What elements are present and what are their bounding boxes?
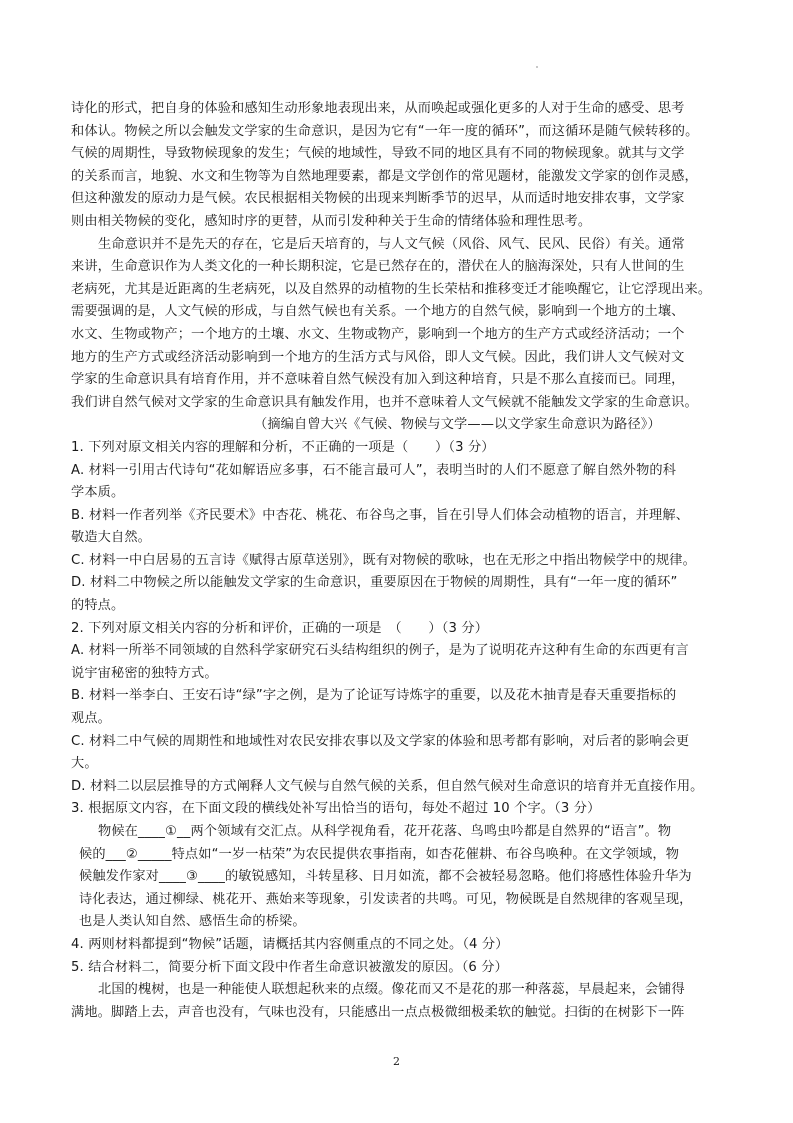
text-line: 需要强调的是，人文气候的形成，与自然气候也有关系。一个地方的自然气候，影响到一个地方的土壤、 [71,304,685,320]
text-line: 我们讲自然气候对文学家的生命意识具有触发作用，也并不意味着人文气候就不能触发文学家的生命意识。 [71,394,698,410]
text-line: 的关系而言，地貌、水文和生物等为自然地理要素，都是文学创作的常见题材，能激发文学家的创作灵感， [71,168,698,184]
option-d: D. 材料二以层层推导的方式阐释人文气候与自然气候的关系，但自然气候对生命意识的培育并无直接作用。 [71,778,704,794]
option-a: A. 材料一引用古代诗句“花如解语应多事，石不能言最可人”，表明当时的人们不愿意了解自然外物的科 [71,462,677,478]
text-line: 但这种激发的原动力是气候。农民根据相关物候的出现来判断季节的迟早，从而适时地安排农事，文学家 [71,191,685,207]
text-line: 和体认。物候之所以会触发文学家的生命意识，是因为它有“一年一度的循环”，而这循环是随气候转移的。 [71,123,699,139]
text-line: 说宇宙秘密的独特方式。 [71,665,218,681]
question-5: 5. 结合材料二，简要分析下面文段中作者生命意识被激发的原因。（6 分） [71,959,508,975]
text-line: 诗化的形式，把自身的体验和感知生动形象地表现出来，从而唤起或强化更多的人对于生命的感受、思考 [71,101,685,116]
source-attribution: （摘编自曾大兴《气候、物候与文学——以文学家生命意识为路径》） [254,417,661,433]
option-a: A. 材料一所举不同领域的自然科学家研究石头结构组织的例子，是为了说明花卉这种有生命的东西更有言 [71,643,689,659]
text-line: 学家的生命意识具有培育作用，并不意味着自然气候没有加入到这种培育，只是不那么直接而已。同理， [71,372,685,388]
question-2: 2. 下列对原文相关内容的分析和评价，正确的一项是 （ ）（3 分） [71,620,489,636]
option-b: B. 材料一举李白、王安石诗“绿”字之例，是为了论证写诗炼字的重要，以及花木抽青是春天重要指标的 [71,688,677,704]
text-line: 水文、生物或物产；一个地方的土壤、水文、生物或物产，影响到一个地方的生产方式或经济活动；一个 [71,326,685,342]
paragraph-start: 生命意识并不是先天的存在，它是后天培育的，与人文气候（风俗、风气、民风、民俗）有关。通常 [98,236,685,252]
fill-in-passage: 候触发作家对____③____的敏锐感知，斗转星移、日月如流，都不会被轻易忽略。他们将感性体验升华为 [79,869,692,885]
text-line: 的特点。 [71,598,125,614]
question-1: 1. 下列对原文相关内容的理解和分析，不正确的一项是（ ）（3 分） [71,439,495,455]
text-line: 敬造大自然。 [71,530,152,546]
option-d: D. 材料二中物候之所以能触发文学家的生命意识，重要原因在于物候的周期性，具有“一年一度的循环” [71,575,678,591]
excerpt-passage: 满地。脚踏上去，声音也没有，气味也没有，只能感出一点点极微细极柔软的触觉。扫街的在树影下一阵 [71,1004,685,1020]
text-line: 学本质。 [71,485,125,501]
page-number: 2 [393,1055,400,1068]
scan-speck [536,66,538,68]
text-line: 气候的周期性，导致物候现象的发生；气候的地域性，导致不同的地区具有不同的物候现象。就其与文学 [71,146,685,162]
excerpt-passage: 北国的槐树，也是一种能使人联想起秋来的点缀。像花而又不是花的那一种落蕊，早晨起来，会铺得 [98,982,685,998]
option-c: C. 材料一中白居易的五言诗《赋得古原草送别》，既有对物候的歌咏，也在无形之中指出物候学中的规律。 [71,552,696,568]
fill-in-passage: 物候在____①__两个领域有交汇点。从科学视角看，花开花落、鸟鸣虫吟都是自然界的“语言”。物 [98,824,672,839]
question-4: 4. 两则材料都提到“物候”话题，请概括其内容侧重点的不同之处。（4 分） [71,936,509,952]
fill-in-passage: 也是人类认知自然、感悟生命的桥梁。 [79,914,306,930]
text-line: 观点。 [71,711,112,727]
text-line: 地方的生产方式或经济活动影响到一个地方的生活方式与风俗，即人文气候。因此，我们讲人文气候对文 [71,349,685,365]
text-line: 老病死，尤其是近距离的生老病死，以及自然界的动植物的生长荣枯和推移变迁才能唤醒它，让它浮现出来。 [71,281,712,297]
document-body [71,98,733,1024]
option-c: C. 材料二中气候的周期性和地域性对农民安排农事以及文学家的体验和思考都有影响，对后者的影响会更 [71,733,690,749]
question-3: 3. 根据原文内容，在下面文段的横线处补写出恰当的语句，每处不超过 10 个字。（3 分） [71,801,601,817]
fill-in-passage: 诗化表达，通过柳绿、桃花开、燕始来等现象，引发读者的共鸣。可见，物候既是自然规律的客观呈现， [79,891,693,907]
text-line: 来讲，生命意识作为人类文化的一种长期积淀，它是已然存在的，潜伏在人的脑海深处，只有人世间的生 [71,259,685,275]
option-b: B. 材料一作者列举《齐民要术》中杏花、桃花、布谷鸟之事，旨在引导人们体会动植物的语言，并理解、 [71,507,690,523]
text-line: 则由相关物候的变化，感知时序的更替，从而引发种种关于生命的情绪体验和理性思考。 [71,213,592,229]
fill-in-passage: 候的___②_____特点如“一岁一枯荣”为农民提供农事指南，如杏花催耕、布谷鸟唤种。在文学领域，物 [79,846,680,862]
text-line: 大。 [71,756,98,772]
